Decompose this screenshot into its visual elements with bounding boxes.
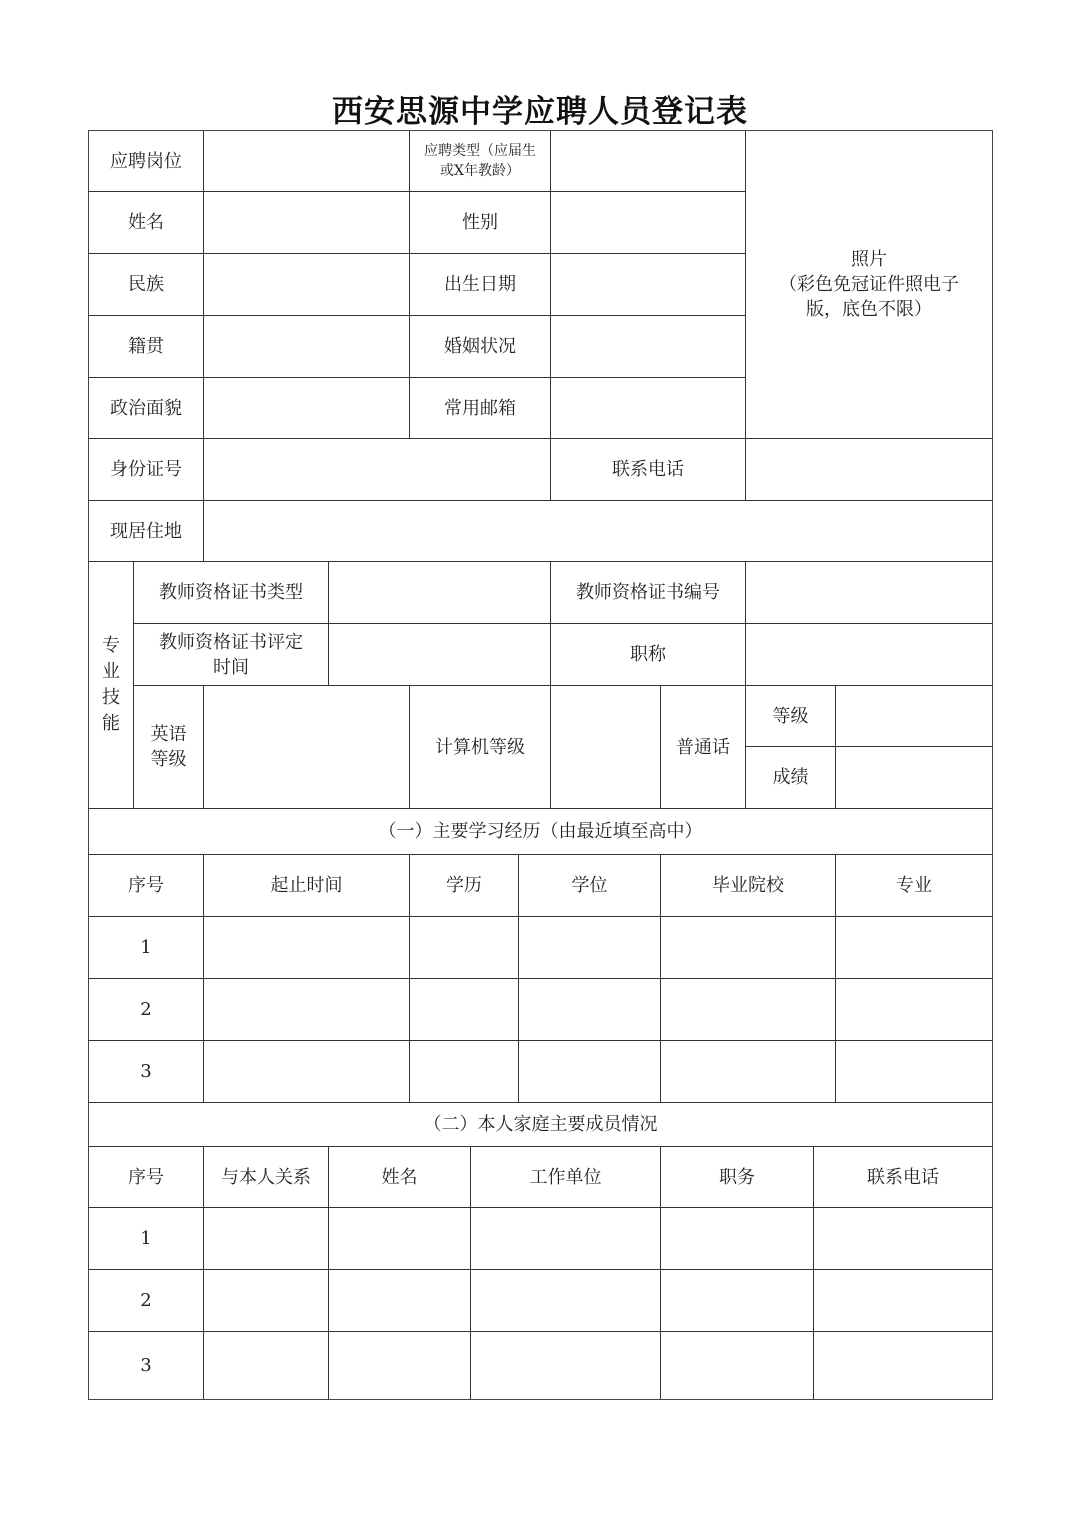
edu-input-period[interactable] xyxy=(203,916,410,979)
label-marital: 婚姻状况 xyxy=(409,315,551,378)
fam-header-phone: 联系电话 xyxy=(813,1146,993,1208)
photo-box[interactable] xyxy=(745,130,993,439)
edu-header-education: 学历 xyxy=(409,854,519,917)
label-position: 应聘岗位 xyxy=(88,130,204,192)
label-mandarin-level: 等级 xyxy=(745,685,836,747)
label-cert-date: 教师资格证书评定时间 xyxy=(133,623,329,686)
fam-input-relation[interactable] xyxy=(203,1207,329,1270)
edu-input-major[interactable] xyxy=(835,978,993,1041)
fam-input-position[interactable] xyxy=(660,1269,814,1332)
input-name[interactable] xyxy=(203,191,410,254)
fam-input-relation[interactable] xyxy=(203,1331,329,1400)
label-origin: 籍贯 xyxy=(88,315,204,378)
edu-input-major[interactable] xyxy=(835,1040,993,1103)
fam-header-relation: 与本人关系 xyxy=(203,1146,329,1208)
input-cert-date[interactable] xyxy=(328,623,551,686)
input-cert-no[interactable] xyxy=(745,561,993,624)
input-title[interactable] xyxy=(745,623,993,686)
edu-input-degree[interactable] xyxy=(518,978,661,1041)
label-english: 英语等级 xyxy=(133,685,204,809)
label-email: 常用邮箱 xyxy=(409,377,551,439)
label-mandarin: 普通话 xyxy=(660,685,746,809)
edu-input-school[interactable] xyxy=(660,1040,836,1103)
label-ethnicity: 民族 xyxy=(88,253,204,316)
label-cert-no: 教师资格证书编号 xyxy=(550,561,746,624)
label-name: 姓名 xyxy=(88,191,204,254)
edu-input-education[interactable] xyxy=(409,1040,519,1103)
fam-input-position[interactable] xyxy=(660,1331,814,1400)
edu-input-major[interactable] xyxy=(835,916,993,979)
label-id: 身份证号 xyxy=(88,438,204,501)
input-cert-type[interactable] xyxy=(328,561,551,624)
edu-header-degree: 学位 xyxy=(518,854,661,917)
fam-input-name[interactable] xyxy=(328,1269,471,1332)
fam-header-employer: 工作单位 xyxy=(470,1146,661,1208)
input-birth[interactable] xyxy=(550,253,746,316)
edu-input-period[interactable] xyxy=(203,1040,410,1103)
edu-input-school[interactable] xyxy=(660,978,836,1041)
fam-header-name: 姓名 xyxy=(328,1146,471,1208)
edu-header-school: 毕业院校 xyxy=(660,854,836,917)
input-id[interactable] xyxy=(203,438,551,501)
edu-row-no: 1 xyxy=(88,916,204,979)
input-gender[interactable] xyxy=(550,191,746,254)
edu-input-education[interactable] xyxy=(409,978,519,1041)
family-section-title: （二）本人家庭主要成员情况 xyxy=(88,1102,993,1147)
edu-header-no: 序号 xyxy=(88,854,204,917)
fam-header-no: 序号 xyxy=(88,1146,204,1208)
fam-input-employer[interactable] xyxy=(470,1269,661,1332)
label-birth: 出生日期 xyxy=(409,253,551,316)
input-mandarin-level[interactable] xyxy=(835,685,993,747)
edu-row-no: 3 xyxy=(88,1040,204,1103)
input-position[interactable] xyxy=(203,130,410,192)
input-address[interactable] xyxy=(203,500,993,562)
input-origin[interactable] xyxy=(203,315,410,378)
label-mandarin-score: 成绩 xyxy=(745,746,836,809)
label-type: 应聘类型（应届生或X年教龄） xyxy=(409,130,551,192)
label-computer: 计算机等级 xyxy=(409,685,551,809)
input-ethnicity[interactable] xyxy=(203,253,410,316)
label-phone: 联系电话 xyxy=(550,438,746,501)
input-phone[interactable] xyxy=(745,438,993,501)
fam-input-employer[interactable] xyxy=(470,1331,661,1400)
edu-row-no: 2 xyxy=(88,978,204,1041)
fam-input-phone[interactable] xyxy=(813,1207,993,1270)
label-skills-section: 专业技能 xyxy=(88,561,134,809)
input-type[interactable] xyxy=(550,130,746,192)
fam-input-name[interactable] xyxy=(328,1331,471,1400)
fam-row-no: 3 xyxy=(88,1331,204,1400)
input-political[interactable] xyxy=(203,377,410,439)
label-gender: 性别 xyxy=(409,191,551,254)
label-political: 政治面貌 xyxy=(88,377,204,439)
label-address: 现居住地 xyxy=(88,500,204,562)
fam-input-relation[interactable] xyxy=(203,1269,329,1332)
input-mandarin-score[interactable] xyxy=(835,746,993,809)
label-title: 职称 xyxy=(550,623,746,686)
fam-header-position: 职务 xyxy=(660,1146,814,1208)
edu-input-school[interactable] xyxy=(660,916,836,979)
photo-label: 照片 xyxy=(851,249,887,270)
input-computer[interactable] xyxy=(550,685,661,809)
edu-input-degree[interactable] xyxy=(518,916,661,979)
edu-header-major: 专业 xyxy=(835,854,993,917)
input-english[interactable] xyxy=(203,685,410,809)
edu-input-period[interactable] xyxy=(203,978,410,1041)
fam-input-phone[interactable] xyxy=(813,1331,993,1400)
edu-header-period: 起止时间 xyxy=(203,854,410,917)
fam-row-no: 2 xyxy=(88,1269,204,1332)
fam-input-phone[interactable] xyxy=(813,1269,993,1332)
education-section-title: （一）主要学习经历（由最近填至高中） xyxy=(88,808,993,855)
input-email[interactable] xyxy=(550,377,746,439)
edu-input-education[interactable] xyxy=(409,916,519,979)
fam-input-employer[interactable] xyxy=(470,1207,661,1270)
fam-input-position[interactable] xyxy=(660,1207,814,1270)
fam-row-no: 1 xyxy=(88,1207,204,1270)
input-marital[interactable] xyxy=(550,315,746,378)
label-cert-type: 教师资格证书类型 xyxy=(133,561,329,624)
edu-input-degree[interactable] xyxy=(518,1040,661,1103)
form-title: 西安思源中学应聘人员登记表 xyxy=(332,94,748,130)
photo-note: （彩色免冠证件照电子版，底色不限） xyxy=(779,274,959,320)
fam-input-name[interactable] xyxy=(328,1207,471,1270)
